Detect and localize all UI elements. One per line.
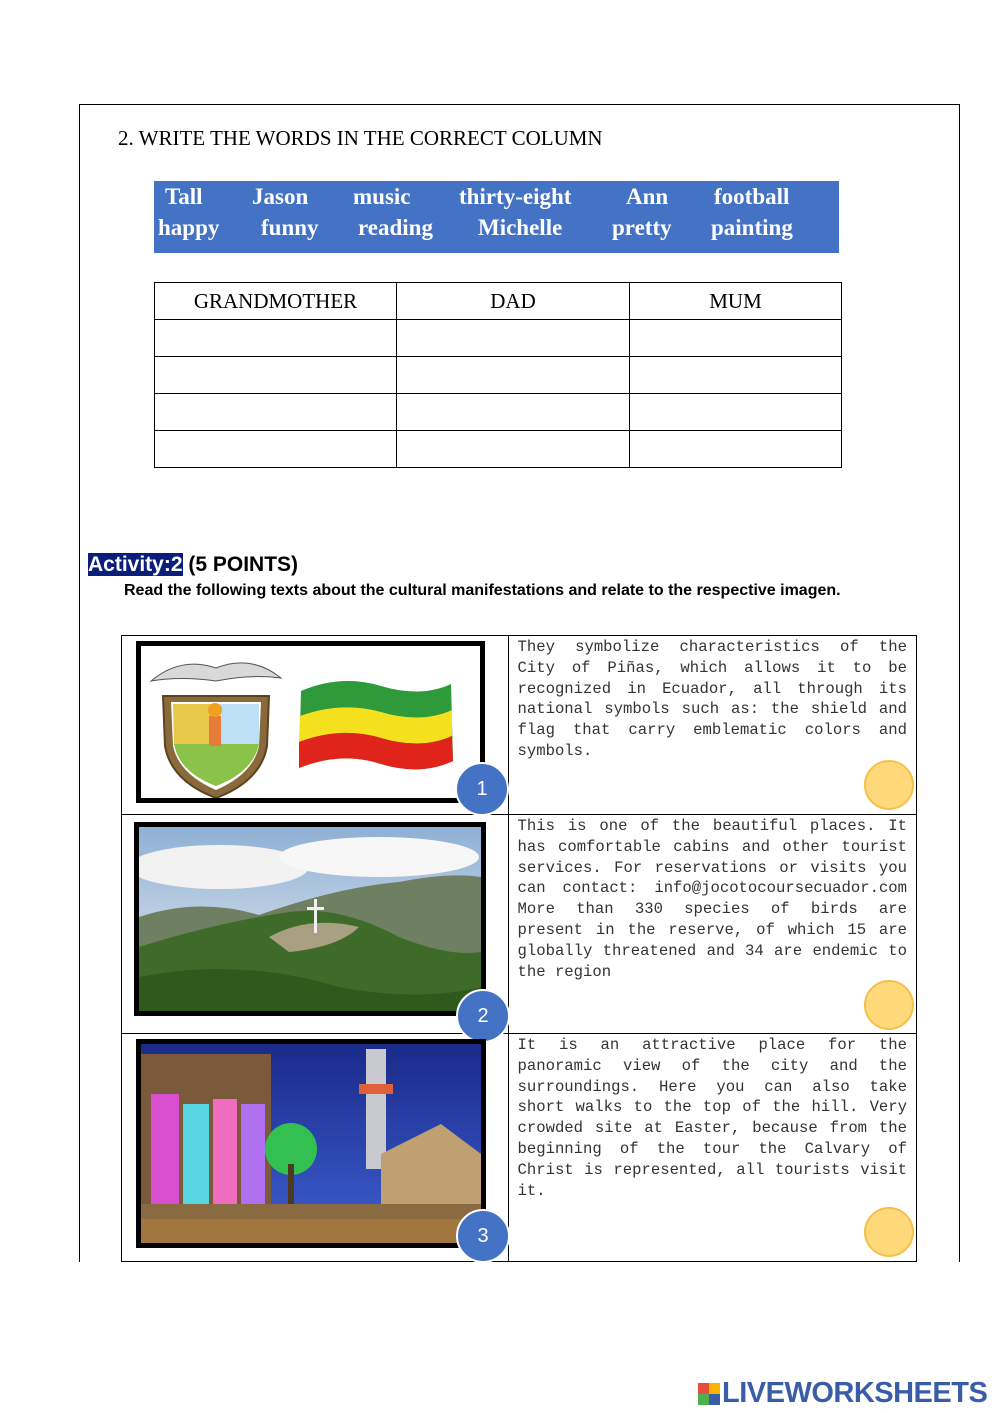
word-bank-word: painting: [711, 215, 793, 240]
city-night-illustration: [141, 1044, 481, 1243]
word-bank-word: Michelle: [478, 215, 563, 240]
image-cell: [122, 636, 509, 815]
answer-cell[interactable]: [630, 394, 842, 431]
column-header-grandmother: GRANDMOTHER: [155, 283, 397, 320]
logo-text: LIVEWORKSHEETS: [722, 1377, 988, 1409]
word-bank: [154, 181, 839, 253]
description-text: It is an attractive place for the panoramic view of the city and the surroundings. Here you can also take short walks to the top of the hill. Very crowded site at Easter, because from the beginning of the tour the Calvary of Christ is represented, all tourists visit it.: [517, 1036, 907, 1200]
liveworksheets-logo: [698, 1377, 987, 1410]
activity-label: Activity:2: [88, 553, 183, 576]
word-bank-word: Jason: [252, 184, 309, 209]
answer-cell[interactable]: [397, 394, 630, 431]
answer-cell[interactable]: [155, 394, 397, 431]
column-header-mum: MUM: [630, 283, 842, 320]
hill-landscape-illustration: [139, 827, 481, 1011]
word-bank-word: funny: [261, 215, 319, 240]
description-cell: [508, 1034, 916, 1262]
table-row: [122, 815, 917, 1034]
sorting-table: [154, 282, 842, 468]
image-number-badge: 3: [456, 1209, 510, 1263]
word-bank-word: Tall: [165, 184, 203, 209]
answer-cell[interactable]: [397, 320, 630, 357]
description-cell: [508, 815, 916, 1034]
word-bank-word: music: [353, 184, 411, 209]
answer-cell[interactable]: [155, 320, 397, 357]
matching-table: [121, 635, 917, 1262]
image-cell: [122, 815, 509, 1034]
symbols-image: [136, 641, 485, 803]
column-header-dad: DAD: [397, 283, 630, 320]
logo-icon: [698, 1383, 720, 1405]
description-text: This is one of the beautiful places. It has comfortable cabins and other tourist services. For reservations or visits you can contact: info@jocotocoursecuador.com More than 330 species of birds are present in the reserve, of which 15 are globally threatened and 34 are endemic to the region: [517, 817, 907, 981]
shield-and-flag-illustration: [141, 646, 480, 798]
image-cell: [122, 1034, 509, 1262]
answer-drop-circle[interactable]: [864, 1207, 914, 1257]
image-number-badge: 1: [455, 762, 509, 816]
word-bank-word: Ann: [626, 184, 669, 209]
activity-instruction: Read the following texts about the cultural manifestations and relate to the respective imagen.: [124, 582, 841, 599]
word-bank-word: pretty: [612, 215, 672, 240]
answer-cell[interactable]: [397, 357, 630, 394]
answer-cell[interactable]: [155, 431, 397, 468]
exercise-title: 2. WRITE THE WORDS IN THE CORRECT COLUMN: [118, 126, 603, 150]
table-row: [155, 431, 842, 468]
description-cell: [508, 636, 916, 815]
answer-cell[interactable]: [630, 431, 842, 468]
answer-cell[interactable]: [397, 431, 630, 468]
word-bank-word: reading: [358, 215, 433, 240]
description-text: They symbolize characteristics of the City of Piñas, which allows it to be recognized in Ecuador, all through its national symbols such as: the shield and flag that carry emblematic colors and symbols.: [517, 638, 907, 760]
word-bank-word: thirty-eight: [459, 184, 572, 209]
word-bank-word: happy: [158, 215, 220, 240]
answer-cell[interactable]: [630, 320, 842, 357]
word-bank-word: football: [714, 184, 790, 209]
table-row: [155, 320, 842, 357]
image-number-badge: 2: [456, 989, 510, 1043]
table-row: [155, 394, 842, 431]
table-row: [122, 636, 917, 815]
answer-drop-circle[interactable]: [864, 760, 914, 810]
answer-drop-circle[interactable]: [864, 980, 914, 1030]
table-row: [155, 357, 842, 394]
table-row: [122, 1034, 917, 1262]
city-night-image: [136, 1039, 486, 1248]
hill-landscape-image: [134, 822, 486, 1016]
table-header-row: [155, 283, 842, 320]
activity-heading: [88, 553, 298, 577]
answer-cell[interactable]: [630, 357, 842, 394]
answer-cell[interactable]: [155, 357, 397, 394]
activity-points: (5 POINTS): [182, 553, 299, 576]
